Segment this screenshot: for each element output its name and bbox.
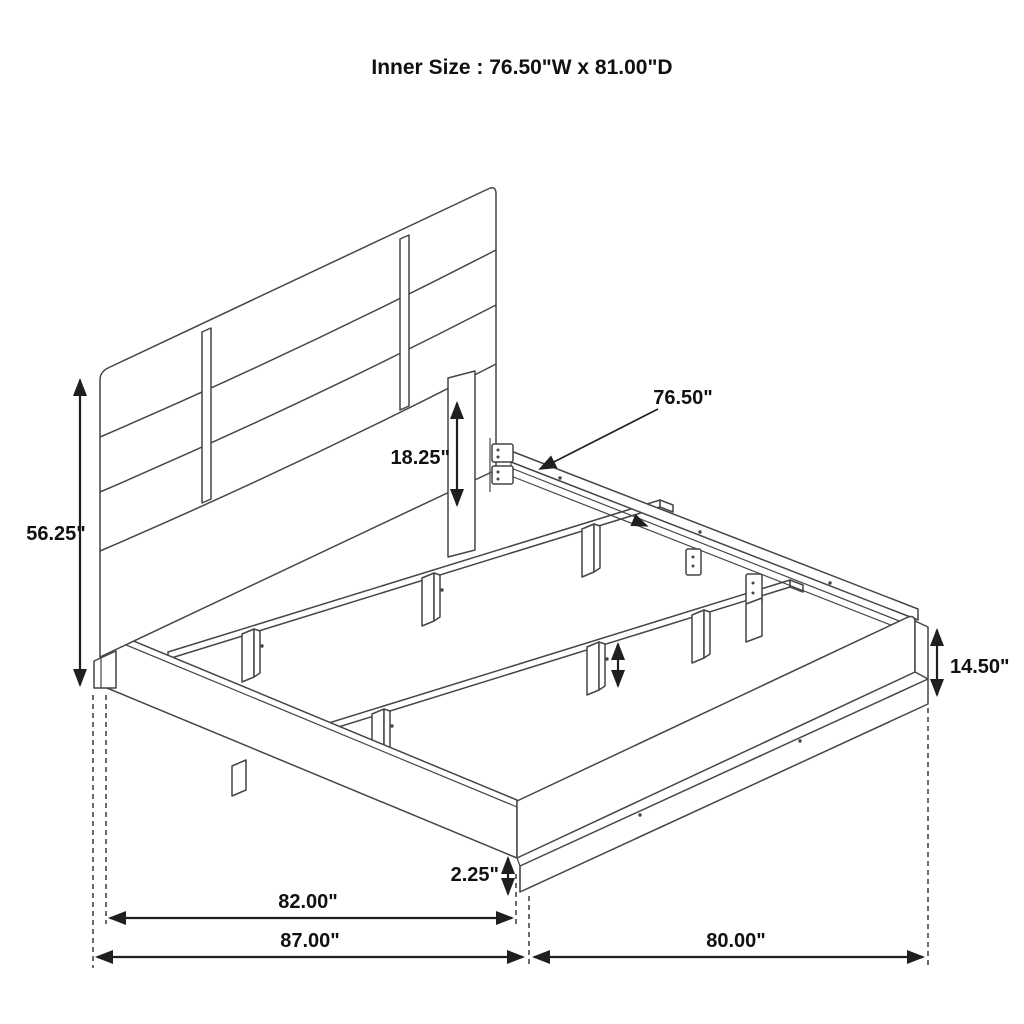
dim-label-floor-clearance: 2.25" bbox=[450, 864, 499, 886]
vertical-seam bbox=[400, 235, 409, 410]
dim-label-headboard-height: 56.25" bbox=[26, 523, 86, 545]
dim-label-under-headboard-clearance: 18.25" bbox=[390, 447, 450, 469]
dim-headboard-height bbox=[26, 380, 86, 685]
footboard-side bbox=[915, 621, 928, 679]
left-side-rail bbox=[107, 630, 517, 858]
dim-label-overall-length: 87.00" bbox=[280, 930, 340, 952]
dim-base-length bbox=[110, 891, 512, 918]
side-rail-leg bbox=[232, 760, 246, 796]
right-side-rail bbox=[511, 451, 918, 642]
dim-footboard-height bbox=[937, 630, 1010, 695]
headboard-bracket bbox=[492, 444, 513, 462]
rail-bracket bbox=[686, 549, 701, 575]
headboard-right-leg bbox=[448, 371, 475, 557]
footboard bbox=[517, 617, 928, 892]
dim-floor-clearance bbox=[451, 858, 508, 894]
dim-footboard-width bbox=[534, 930, 923, 957]
diagram-title: Inner Size : 76.50"W x 81.00"D bbox=[371, 56, 673, 79]
dim-overall-length bbox=[97, 930, 523, 957]
bracket-leg bbox=[746, 598, 762, 642]
vertical-seam bbox=[202, 328, 211, 503]
headboard-left-leg bbox=[94, 651, 116, 688]
dim-label-base-length: 82.00" bbox=[278, 891, 338, 913]
dim-label-footboard-height: 14.50" bbox=[950, 656, 1010, 678]
dim-label-inner-width: 76.50" bbox=[653, 387, 713, 409]
headboard-bracket bbox=[492, 466, 513, 484]
dim-label-footboard-width: 80.00" bbox=[706, 930, 766, 952]
